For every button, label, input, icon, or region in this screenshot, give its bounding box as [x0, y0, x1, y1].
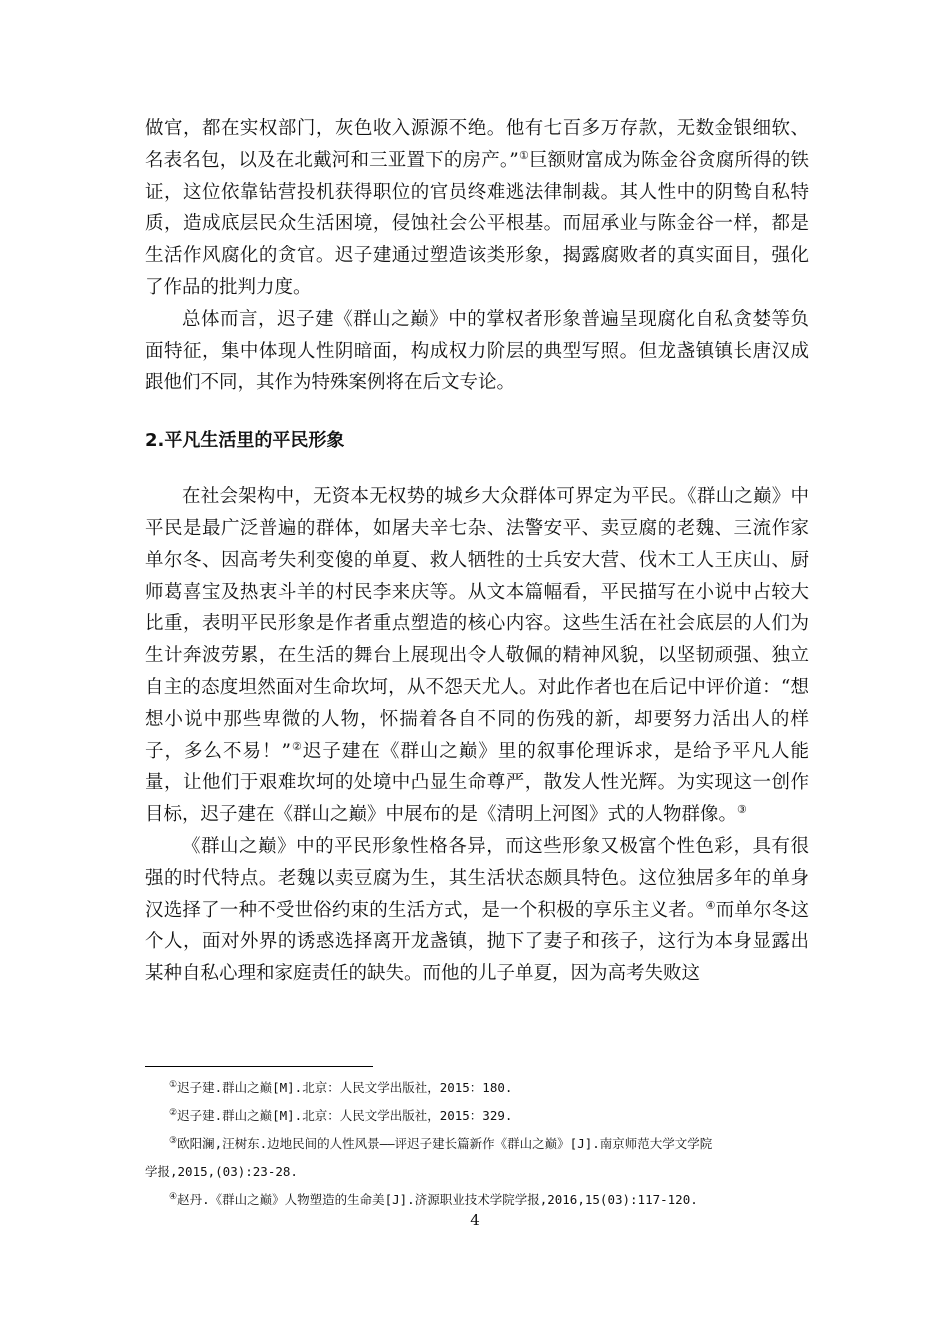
footnote-3-text: 欧阳澜,汪树东.边地民间的人性风景——评迟子建长篇新作《群山之巅》[J].南京师范大学文学院 [177, 1136, 713, 1151]
section-heading: 2.平凡生活里的平民形象 [145, 430, 345, 452]
footnote-ref-2[interactable]: ② [291, 739, 303, 753]
footnotes [145, 1080, 809, 1220]
paragraph-1 [145, 113, 809, 304]
footnote-2-text: 迟子建.群山之巅[M].北京：人民文学出版社，2015：329. [177, 1108, 513, 1123]
paragraph-3-text-b: 迟子建在《群山之巅》里的叙事伦理诉求，是给予平凡人能量，让他们于艰难坎坷的处境中凸显生命尊严，散发人性光辉。为实现这一创作目标，迟子建在《群山之巅》中展布的是《清明上河图》式的人物群像。 [145, 740, 809, 826]
footnote-1-mark: ① [169, 1080, 178, 1090]
footnote-4-mark: ④ [169, 1192, 178, 1202]
paragraph-3 [145, 481, 809, 831]
footnote-ref-4[interactable]: ④ [705, 898, 716, 912]
footnote-3 [145, 1136, 809, 1180]
paragraph-2: 总体而言，迟子建《群山之巅》中的掌权者形象普遍呈现腐化自私贪婪等负面特征，集中体现人性阴暗面，构成权力阶层的典型写照。但龙盏镇镇长唐汉成跟他们不同，其作为特殊案例将在后文专论。 [145, 308, 809, 394]
footnote-1 [145, 1080, 809, 1096]
paragraph-4 [145, 831, 809, 990]
paragraph-4-text-b: 而单尔冬这个人，面对外界的诱惑选择离开龙盏镇，抛下了妻子和孩子，这行为本身显露出某种自私心理和家庭责任的缺失。而他的儿子单夏，因为高考失败这 [145, 899, 809, 985]
paragraph-3-text-a: 在社会架构中，无资本无权势的城乡大众群体可界定为平民。《群山之巅》中平民是最广泛普遍的群体，如屠夫辛七杂、法警安平、卖豆腐的老魏、三流作家单尔冬、因高考失利变傻的单夏、救人牺牲的士兵安大营、伐木工人王庆山、厨师葛喜宝及热衷斗羊的村民李来庆等。从文本篇幅看，平民描写在小说中占较大比重，表明平民形象是作者重点塑造的核心内容。这些生活在社会底层的人们为生计奔波劳累，在生活的舞台上展现出令人敬佩的精神风貌，以坚韧顽强、独立自主的态度坦然面对生命坎坷，从不怨天尤人。对此作者也在后记中评价道：“想想小说中那些卑微的人物，怀揣着各自不同的伤残的新，却要努力活出人的样子，多么不易！” [145, 486, 809, 762]
footnote-4-text: 赵丹.《群山之巅》人物塑造的生命美[J].济源职业技术学院学报,2016,15(03):117-120. [177, 1192, 698, 1207]
footnote-divider [145, 1066, 373, 1067]
footnote-ref-3[interactable]: ③ [737, 803, 747, 817]
paragraph-1-text-a: 做官，都在实权部门，灰色收入源源不绝。他有七百多万存款，无数金银细软、名表名包，以及在北戴河和三亚置下的房产。” [145, 118, 809, 171]
footnote-3-text-cont: 学报,2015,(03):23-28. [145, 1164, 298, 1179]
paragraph-4-text-a: 《群山之巅》中的平民形象性格各异，而这些形象又极富个性色彩，具有很强的时代特点。老魏以卖豆腐为生，其生活状态颇具特色。这位独居多年的单身汉选择了一种不受世俗约束的生活方式，是一个积极的享乐主义者。 [145, 835, 809, 921]
footnote-ref-1[interactable]: ① [518, 148, 529, 162]
footnote-3-mark: ③ [169, 1136, 178, 1146]
main-body [145, 113, 809, 990]
page-number: 4 [470, 1211, 480, 1229]
footnote-2 [145, 1108, 809, 1124]
footnote-4 [145, 1192, 809, 1208]
footnote-1-text: 迟子建.群山之巅[M].北京：人民文学出版社，2015：180. [177, 1080, 513, 1095]
paragraph-1-text-b: 巨额财富成为陈金谷贪腐所得的铁证，这位依靠钻营投机获得职位的官员终难逃法律制裁。其人性中的阴鸷自私特质，造成底层民众生活困境，侵蚀社会公平根基。而屈承业与陈金谷一样，都是生活作风腐化的贪官。迟子建通过塑造该类形象，揭露腐败者的真实面目，强化了作品的批判力度。 [145, 149, 809, 298]
footnote-2-mark: ② [169, 1108, 178, 1118]
